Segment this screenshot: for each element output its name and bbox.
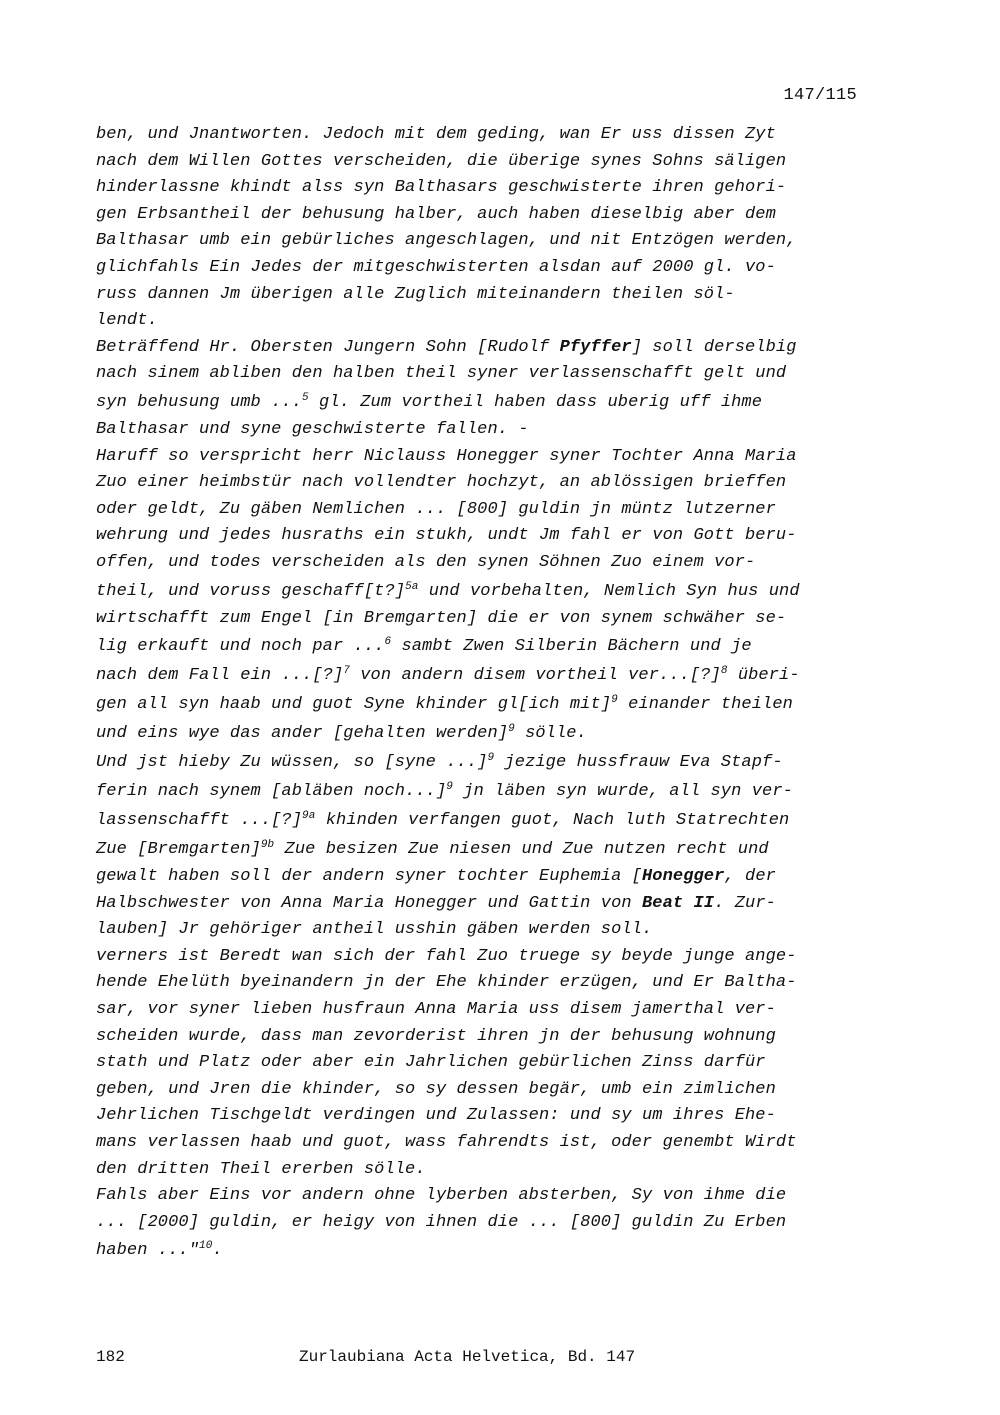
footnote-marker: 5	[302, 391, 309, 404]
text-run: hinderlassne khindt alss syn Balthasars geschwisterte ihren gehori-	[96, 178, 787, 198]
text-run: ... [2000] guldin, er heigy von ihnen die ... [800] guldin Zu Erben	[96, 1212, 787, 1232]
text-run: lassenschafft ...[?]	[96, 811, 303, 831]
document-body	[96, 122, 866, 1265]
text-line	[96, 835, 866, 864]
text-line	[96, 335, 866, 362]
text-line	[96, 523, 866, 550]
text-run: .	[212, 1241, 223, 1261]
text-run: russ dannen Jm überigen alle Zuglich miteinandern theilen söl-	[96, 284, 735, 304]
text-run: nach dem Willen Gottes verscheiden, die überige synes Sohns säligen	[96, 151, 787, 171]
text-run: mans verlassen haab und guot, wass fahrendts ist, oder genembt Wirdt	[96, 1133, 797, 1153]
bold-name: Beat II	[642, 893, 715, 913]
text-run: oder geldt, Zu gäben Nemlichen ... [800] guldin jn müntz lutzerner	[96, 499, 776, 519]
text-run: , der	[724, 867, 776, 887]
page-reference: 147/115	[783, 86, 857, 105]
text-run: von andern disem vortheil ver...[?]	[349, 666, 721, 686]
text-run: Zue [Bremgarten]	[96, 840, 261, 860]
text-run: glichfahls Ein Jedes der mitgeschwisterten alsdan auf 2000 gl. vo-	[96, 257, 776, 277]
text-run: haben ..."	[96, 1241, 200, 1261]
text-line	[96, 1103, 866, 1130]
text-line	[96, 388, 866, 417]
page-number: 182	[96, 1348, 125, 1366]
text-line	[96, 719, 866, 748]
text-line	[96, 944, 866, 971]
text-run: syn behusung umb ...	[96, 392, 303, 412]
text-line	[96, 1157, 866, 1184]
text-run: Haruff so verspricht herr Niclauss Honegger syner Tochter Anna Maria	[96, 446, 797, 466]
text-run: und eins wye das ander [gehalten werden]	[96, 724, 509, 744]
footnote-marker: 8	[720, 665, 728, 678]
text-run: Balthasar umb ein gebürliches angeschlagen, und nit Entzögen werden,	[96, 231, 797, 251]
text-run: ] soll derselbig	[631, 337, 797, 357]
text-run: sar, vor syner lieben husfraun Anna Maria uss disem jamerthal ver-	[96, 1000, 776, 1020]
text-line	[96, 282, 866, 309]
text-run: khinden verfangen guot, Nach luth Statrechten	[315, 811, 790, 831]
text-line	[96, 417, 866, 444]
text-run: . Zur-	[714, 893, 776, 913]
text-run: überi-	[727, 666, 800, 686]
text-run: ben, und Jnantworten. Jedoch mit dem geding, wan Er uss dissen Zyt	[96, 125, 776, 144]
text-line	[96, 1077, 866, 1104]
text-run: gen all syn haab und guot Syne khinder gl[ich mit]	[96, 695, 612, 715]
text-run: nach sinem abliben den halben theil syner verlassenschafft gelt und	[96, 364, 787, 384]
bold-name: Honegger	[642, 867, 725, 887]
text-line	[96, 917, 866, 944]
text-run: Und jst hieby Zu wüssen, so [syne ...]	[96, 753, 488, 773]
footnote-marker: 10	[199, 1240, 213, 1253]
text-line	[96, 1236, 866, 1265]
text-line	[96, 1130, 866, 1157]
text-run: Fahls aber Eins vor andern ohne lyberben absterben, Sy von ihme die	[96, 1186, 787, 1206]
text-line	[96, 1050, 866, 1077]
page-footer	[96, 1348, 896, 1402]
text-line	[96, 632, 866, 661]
footnote-marker: 6	[384, 636, 392, 649]
text-run: stath und Platz oder aber ein Jahrlichen gebürlichen Zinss darfür	[96, 1053, 766, 1073]
text-line	[96, 864, 866, 891]
text-line	[96, 690, 866, 719]
text-run: hende Ehelüth byeinandern jn der Ehe khinder erzügen, und Er Baltha-	[96, 973, 797, 993]
footnote-marker: 5a	[405, 580, 419, 593]
text-line	[96, 606, 866, 633]
text-run: lig erkauft und noch par ...	[96, 637, 385, 657]
text-line	[96, 361, 866, 388]
text-run: wirtschafft zum Engel [in Bremgarten] die er von synem schwäher se-	[96, 608, 787, 628]
text-line	[96, 444, 866, 471]
text-run: Zue besizen Zue niesen und Zue nutzen recht und	[274, 840, 769, 860]
footnote-marker: 9	[487, 752, 495, 765]
text-line	[96, 777, 866, 806]
text-run: Beträffend Hr. Obersten Jungern Sohn [Rudolf	[96, 337, 560, 357]
text-run: Zuo einer heimbstür nach vollendter hochzyt, an ablössigen brieffen	[96, 473, 787, 493]
text-line	[96, 228, 866, 255]
text-run: jezige hussfrauw Eva Stapf-	[494, 753, 783, 773]
text-line	[96, 175, 866, 202]
text-run: ferin nach synem [abläben noch...]	[96, 782, 447, 802]
text-line	[96, 149, 866, 176]
text-run: Halbschwester von Anna Maria Honegger und Gattin von	[96, 893, 642, 913]
text-run: lauben] Jr gehöriger antheil usshin gäben werden soll.	[96, 920, 653, 940]
text-line	[96, 1210, 866, 1237]
footnote-marker: 7	[343, 665, 350, 678]
footnote-marker: 9a	[302, 810, 316, 823]
text-run: lendt.	[96, 311, 158, 331]
journal-title: Zurlaubiana Acta Helvetica, Bd. 147	[299, 1348, 636, 1366]
text-run: theil, und voruss geschaff[t?]	[96, 581, 406, 601]
text-line	[96, 497, 866, 524]
text-line	[96, 891, 866, 918]
text-line	[96, 577, 866, 606]
text-run: sambt Zwen Silberin Bächern und je	[391, 637, 752, 657]
footnote-marker: 9	[446, 781, 453, 794]
text-run: scheiden wurde, dass man zevorderist ihren jn der behusung wohnung	[96, 1026, 776, 1046]
text-line	[96, 470, 866, 497]
text-line	[96, 308, 866, 335]
text-run: gen Erbsantheil der behusung halber, auch haben dieselbig aber dem	[96, 204, 776, 224]
text-run: Balthasar und syne geschwisterte fallen. -	[96, 419, 529, 439]
text-run: gewalt haben soll der andern syner tochter Euphemia [	[96, 867, 642, 887]
footnote-marker: 9b	[260, 839, 275, 852]
text-run: sölle.	[514, 724, 587, 744]
text-run: verners ist Beredt wan sich der fahl Zuo truege sy beyde junge ange-	[96, 946, 797, 966]
bold-name: Pfyffer	[559, 337, 632, 357]
text-line	[96, 806, 866, 835]
text-run: gl. Zum vortheil haben dass uberig uff ihme	[308, 392, 763, 412]
text-line	[96, 1183, 866, 1210]
text-run: nach dem Fall ein ...[?]	[96, 666, 344, 686]
text-run: einander theilen	[617, 695, 793, 715]
text-line	[96, 970, 866, 997]
text-line	[96, 202, 866, 229]
text-run: den dritten Theil ererben sölle.	[96, 1159, 426, 1179]
text-run: geben, und Jren die khinder, so sy dessen begär, umb ein zimlichen	[96, 1079, 776, 1099]
text-run: wehrung und jedes husraths ein stukh, undt Jm fahl er von Gott beru-	[96, 526, 797, 546]
text-line	[96, 550, 866, 577]
text-line	[96, 661, 866, 690]
footnote-marker: 9	[508, 723, 515, 736]
text-line	[96, 255, 866, 282]
text-line	[96, 1024, 866, 1051]
text-run: Jehrlichen Tischgeldt verdingen und Zulassen: und sy um ihres Ehe-	[96, 1106, 776, 1126]
text-run: und vorbehalten, Nemlich Syn hus und	[418, 581, 800, 601]
text-line	[96, 122, 866, 149]
text-run: jn läben syn wurde, all syn ver-	[452, 782, 793, 802]
text-line	[96, 748, 866, 777]
text-line	[96, 997, 866, 1024]
text-run: offen, und todes verscheiden als den synen Söhnen Zuo einem vor-	[96, 552, 756, 572]
footnote-marker: 9	[611, 694, 618, 707]
